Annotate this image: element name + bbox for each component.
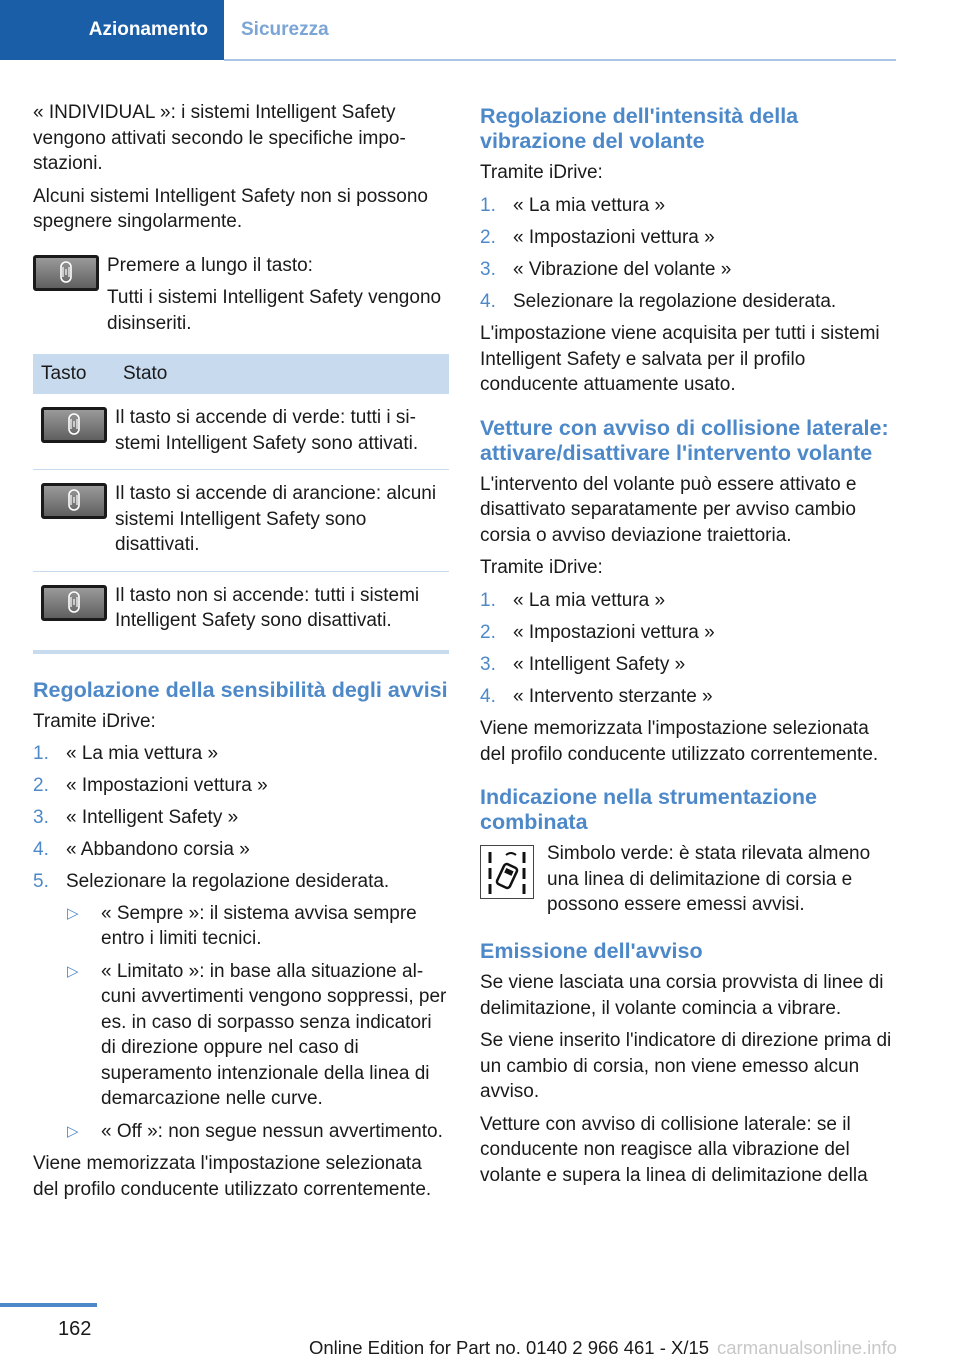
section-title-cluster: Indicazione nella strumentazione combinata	[480, 785, 817, 834]
paragraph-warning-2: Se viene inserito l'indicatore di direzione prima di un cambio di corsia, non viene emesso alcun avviso.	[480, 1030, 892, 1102]
section-title-sensitivity: Regolazione della sensibilità degli avvisi	[33, 677, 448, 702]
via-idrive: Tramite iDrive:	[480, 162, 603, 183]
steps-list-steering	[480, 588, 898, 710]
table-row	[33, 571, 449, 652]
list-item: 2. « Impostazioni vettura »	[480, 226, 715, 248]
off-key-icon	[41, 585, 107, 621]
list-item: 5. Selezionare la regolazione desiderata. ▷ « Sempre »: il sistema avvisa sempre entro i limiti tecnici. ▷ « Limitato »: in base alla situazione alcuni avvertimenti vengono soppressi, per es. in caso di sorpasso senza indicatori di direzione oppure nel caso di superamento intenzionale della linea di demarcazione nelle curve. ▷ « Off »: non segue nessun avvertimento.	[33, 869, 449, 1144]
tab-sicurezza[interactable]: Sicurezza	[241, 19, 329, 40]
intro-paragraph-1: « INDIVIDUAL »: i sistemi Intelligent Safety vengono attivati secondo le specifiche impostazioni.	[33, 102, 406, 174]
table-cell-state: Il tasto si accende di verde: tutti i sistemi Intelligent Safety sono attivati.	[115, 394, 449, 470]
sub-list-item: ▷ « Sempre »: il sistema avvisa sempre entro i limiti tecnici.	[67, 902, 417, 949]
press-line-1: Premere a lungo il tasto:	[107, 254, 313, 276]
intelligent-safety-key-icon	[33, 255, 99, 291]
list-item: 1. « La mia vettura »	[33, 743, 219, 764]
key-state-table	[33, 354, 449, 654]
table-row	[33, 394, 449, 470]
via-idrive: Tramite iDrive:	[480, 557, 603, 578]
list-item: 4. Selezionare la regolazione desiderata.	[480, 290, 837, 312]
intro-paragraph-2: Alcuni sistemi Intelligent Safety non si possono spegnere singolarmente.	[33, 185, 428, 232]
triangle-bullet-icon: ▷	[67, 962, 79, 980]
green-key-icon	[41, 407, 107, 443]
via-idrive: Tramite iDrive:	[33, 710, 156, 732]
paragraph-profile: L'impostazione viene acquisita per tutti i sistemi Intelligent Safety e salvata per il profilo conducente attuamente usato.	[480, 323, 880, 395]
paragraph-warning-3: Vetture con avviso di collisione laterale: se il conducente non reagisce alla vibrazione del volante e supera la linea di delimitazione della	[480, 1113, 868, 1186]
section-title-warning: Emissione dell'avviso	[480, 939, 703, 963]
orange-key-icon	[41, 483, 107, 519]
list-item: 1. « La mia vettura »	[480, 589, 666, 611]
lane-departure-symbol-icon	[480, 845, 534, 899]
paragraph-memo: Viene memorizzata l'impostazione selezionata del profilo conducente utilizzato correntemente.	[480, 718, 879, 765]
symbol-block	[480, 841, 898, 921]
paragraph-warning-1: Se viene lasciata una corsia provvista di linee di delimitazione, il volante comincia a vibrare.	[480, 972, 884, 1019]
table-header-state: Stato	[115, 354, 449, 394]
table-cell-state: Il tasto si accende di arancione: alcuni sistemi Intelligent Safety sono disattivati.	[115, 470, 449, 572]
edition-text: Online Edition for Part no. 0140 2 966 461 - X/15	[309, 1337, 710, 1358]
section-title-steering: Vetture con avviso di collisione laterale: attivare/disattivare l'intervento volante	[480, 415, 889, 465]
right-column	[480, 100, 898, 1195]
section-title-vibration: Regolazione dell'intensità della vibrazione del volante	[480, 104, 799, 153]
list-item: 4. « Intervento sterzante »	[480, 685, 713, 707]
sub-list-item: ▷ « Limitato »: in base alla situazione alcuni avvertimenti vengono soppressi, per es. in caso di sorpasso senza indicatori di direzione oppure nel caso di superamento intenzionale della linea di demarcazione nelle curve.	[67, 960, 447, 1109]
option-sublist	[66, 901, 449, 1145]
press-line-2: Tutti i sistemi Intelligent Safety vengono disinseriti.	[107, 287, 442, 334]
press-key-block	[33, 253, 449, 337]
header-divider	[224, 59, 896, 61]
list-item: 2. « Impostazioni vettura »	[33, 775, 268, 796]
list-item: 2. « Impostazioni vettura »	[480, 621, 715, 643]
paragraph-steering: L'intervento del volante può essere attivato e disattivato separatamente per avviso cambio corsia o avviso deviazione traiettoria.	[480, 473, 857, 546]
page-number: 162	[58, 1318, 92, 1340]
list-item: 3. « Vibrazione del volante »	[480, 258, 732, 280]
left-column	[33, 100, 449, 1209]
footer-accent-line	[0, 1303, 97, 1307]
list-item: 1. « La mia vettura »	[480, 194, 666, 216]
triangle-bullet-icon: ▷	[67, 1122, 79, 1140]
table-header-key: Tasto	[33, 354, 115, 394]
sub-list-item: ▷ « Off »: non segue nessun avvertimento.	[66, 1119, 449, 1145]
page-header	[0, 0, 960, 62]
symbol-description: Simbolo verde: è stata rilevata almeno una linea di delimitazione di corsia e possono essere emessi avvisi.	[547, 843, 871, 915]
steps-list-vibration	[480, 193, 898, 315]
watermark: carmanualsonline.info	[717, 1337, 897, 1358]
list-item: 4. « Abbandono corsia »	[33, 839, 250, 860]
list-item: 3. « Intelligent Safety »	[480, 653, 686, 675]
tab-azionamento[interactable]: Azionamento	[0, 0, 224, 60]
table-cell-state: Il tasto non si accende: tutti i sistemi Intelligent Safety sono disattivati.	[115, 571, 449, 652]
list-item: 3. « Intelligent Safety »	[33, 807, 239, 828]
steps-list-sensitivity	[33, 741, 449, 1144]
triangle-bullet-icon: ▷	[67, 904, 79, 922]
table-row	[33, 470, 449, 572]
memo-paragraph: Viene memorizzata l'impostazione selezionata del profilo conducente utilizzato correntemente.	[33, 1153, 432, 1200]
